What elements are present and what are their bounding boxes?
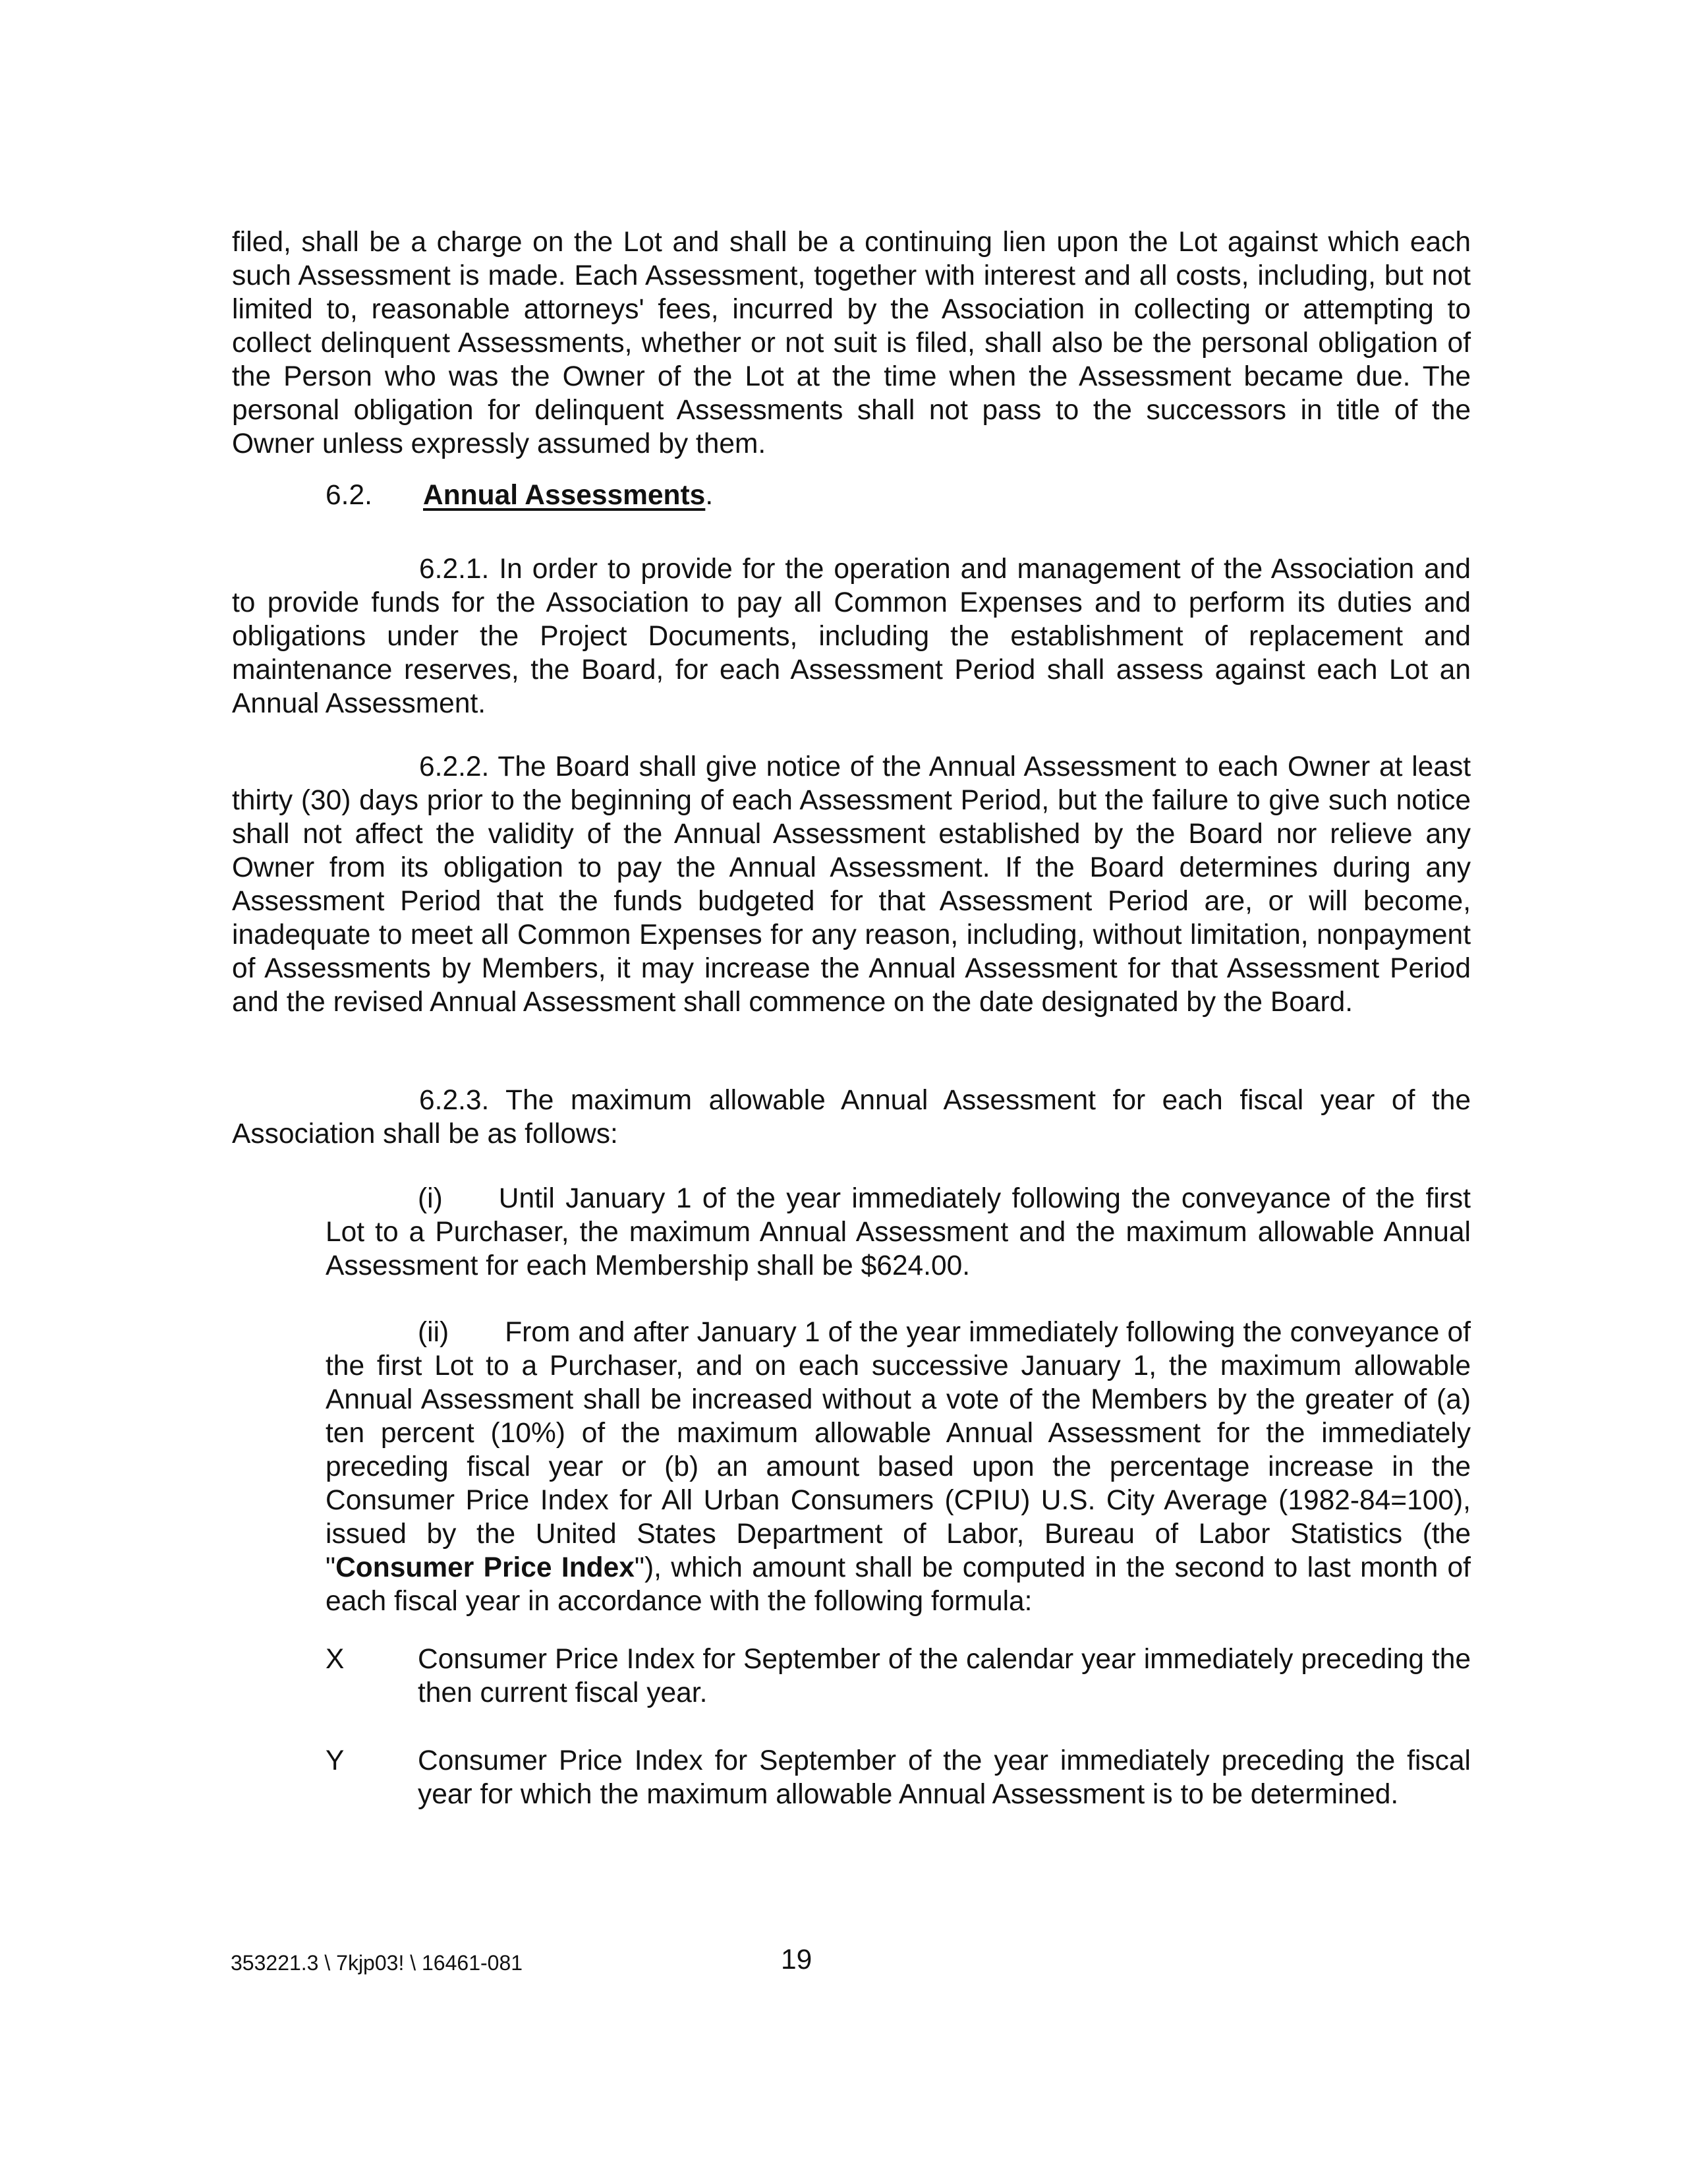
formula-definition: Consumer Price Index for September of the calendar year immediately preceding the then current fiscal year. xyxy=(418,1644,1471,1708)
formula-definition: Consumer Price Index for September of the year immediately preceding the fiscal year for which the maximum allowable Annual Assessment is to be determined. xyxy=(418,1745,1471,1810)
paragraph-6-2-3: 6.2.3. The maximum allowable Annual Assessment for each fiscal year of the Association shall be as follows: xyxy=(232,1085,1471,1150)
section-heading xyxy=(326,479,713,512)
paragraph-lien: filed, shall be a charge on the Lot and shall be a continuing lien upon the Lot against which each such Assessment is made. Each Assessment, together with interest and all costs, including, but not limited to, reasonable attorneys' fees, incurred by the Association in collecting or attempting to collect delinquent Assessments, whether or not suit is filed, shall also be the personal obligation of the Person who was the Owner of the Lot at the time when the Assessment became due. The personal obligation for delinquent Assessments shall not pass to the successors in title of the Owner unless expressly assumed by them. xyxy=(232,227,1471,459)
subparagraph-ii-text-end: "), which amount shall be computed in the second to last month of each fiscal year in accordance with the following formula: xyxy=(326,1552,1471,1617)
formula-variable: X xyxy=(326,1644,345,1675)
formula-item-x xyxy=(326,1643,1471,1710)
section-title-period: . xyxy=(705,480,714,511)
page-number: 19 xyxy=(781,1944,812,1975)
section-number: 6.2. xyxy=(326,480,372,511)
footer-document-id: 353221.3 \ 7kjp03! \ 16461-081 xyxy=(231,1951,523,1975)
defined-term-cpi: Consumer Price Index xyxy=(335,1552,635,1583)
paragraph-6-2-1: 6.2.1. In order to provide for the operation and management of the Association and to provide funds for the Association to pay all Common Expenses and to perform its duties and obligations under the Project Documents, including the establishment of replacement and maintenance reserves, the Board, for each Assessment Period shall assess against each Lot an Annual Assessment. xyxy=(232,554,1471,719)
formula-variable: Y xyxy=(326,1745,345,1776)
subparagraph-ii xyxy=(326,1316,1471,1618)
paragraph-6-2-2: 6.2.2. The Board shall give notice of the Annual Assessment to each Owner at least thirty (30) days prior to the beginning of each Assessment Period, but the failure to give such notice shall not affect the validity of the Annual Assessment established by the Board nor relieve any Owner from its obligation to pay the Annual Assessment. If the Board determines during any Assessment Period that the funds budgeted for that Assessment Period are, or will become, inadequate to meet all Common Expenses for any reason, including, without limitation, nonpayment of Assessments by Members, it may increase the Annual Assessment for that Assessment Period and the revised Annual Assessment shall commence on the date designated by the Board. xyxy=(232,751,1471,1018)
section-title: Annual Assessments xyxy=(423,480,706,511)
subparagraph-i: (i) Until January 1 of the year immediately following the conveyance of the first Lot to a Purchaser, the maximum Annual Assessment and the maximum allowable Annual Assessment for each Membership shall be $624.00. xyxy=(326,1183,1471,1281)
formula-item-y xyxy=(326,1744,1471,1811)
subparagraph-ii-text-start: (ii) From and after January 1 of the year immediately following the conveyance of the first Lot to a Purchaser, and on each successive January 1, the maximum allowable Annual Assessment shall be increased without a vote of the Members by the greater of (a) ten percent (10%) of the maximum allowable Annual Assessment for the immediately preceding fiscal year or (b) an amount based upon the percentage increase in the Consumer Price Index for All Urban Consumers (CPIU) U.S. City Average (1982-84=100), issued by the United States Department of Labor, Bureau of Labor Statistics (the " xyxy=(326,1317,1471,1583)
